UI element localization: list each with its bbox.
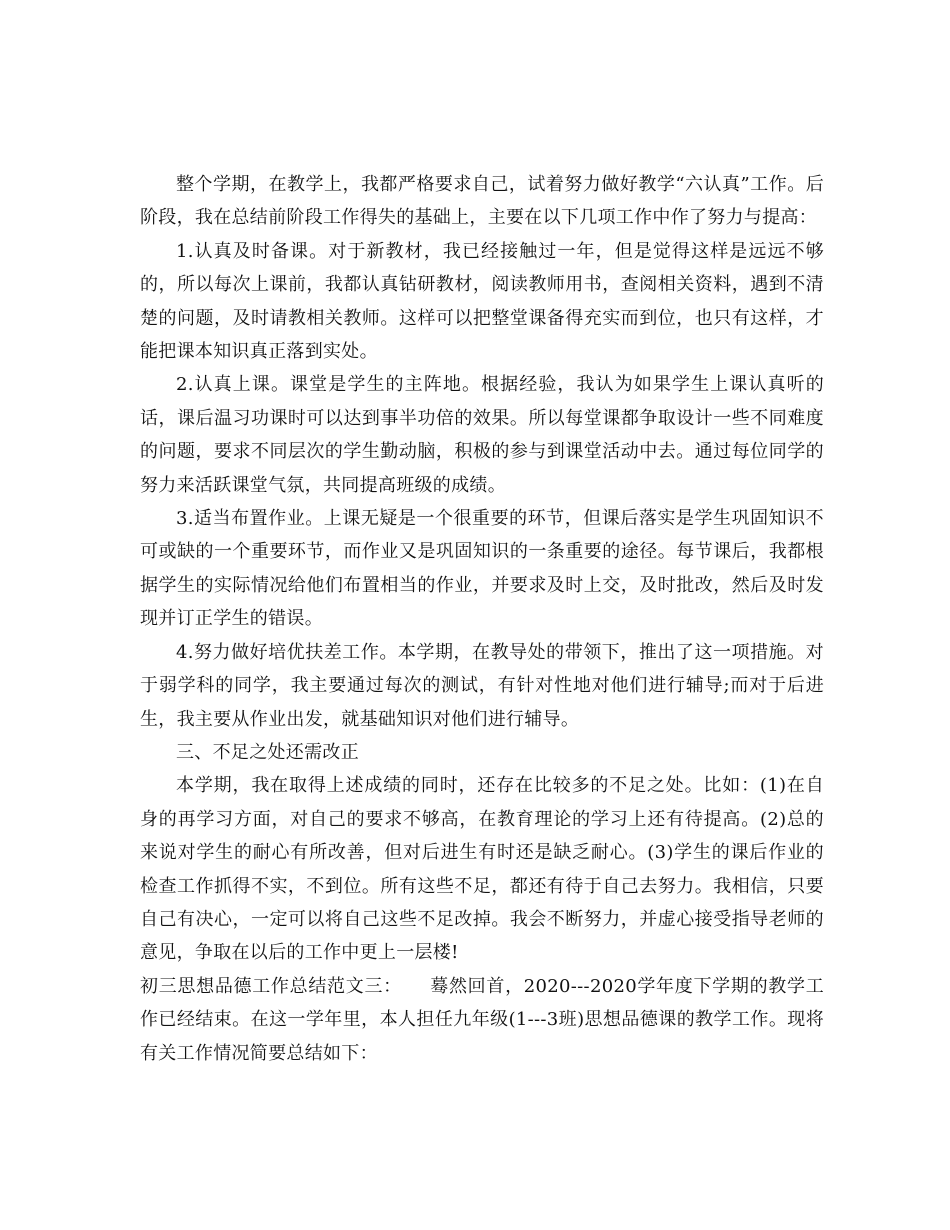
document-body xyxy=(140,168,824,1070)
paragraph-shortcomings: 本学期，我在取得上述成绩的同时，还存在比较多的不足之处。比如：(1)在自身的再学习方面，对自己的要求不够高，在教育理论的学习上还有待提高。(2)总的来说对学生的耐心有所改善，但对后进生有时还是缺乏耐心。(3)学生的课后作业的检查工作抓得不实，不到位。所有这些不足，都还有待于自己去努力。我相信，只要自己有决心，一定可以将自己这些不足改掉。我会不断努力，并虚心接受指导老师的意见，争取在以后的工作中更上一层楼! xyxy=(140,775,824,964)
paragraph-sample-three: 初三思想品德工作总结范文三： 蓦然回首，2020---2020学年度下学期的教学工作已经结束。在这一学年里，本人担任九年级(1---3班)思想品德课的教学工作。现将有关工作情况简要总结如下： xyxy=(140,975,824,1064)
paragraph-intro: 整个学期，在教学上，我都严格要求自己，试着努力做好教学“六认真”工作。后阶段，我在总结前阶段工作得失的基础上，主要在以下几项工作中作了努力与提高： xyxy=(140,174,824,229)
paragraph-item-4: 4.努力做好培优扶差工作。本学期，在教导处的带领下，推出了这一项措施。对于弱学科的同学，我主要通过每次的测试，有针对性地对他们进行辅导;而对于后进生，我主要从作业出发，就基础知识对他们进行辅导。 xyxy=(140,641,824,730)
section-heading-shortcomings: 三、不足之处还需改正 xyxy=(176,741,359,763)
paragraph-item-3: 3.适当布置作业。上课无疑是一个很重要的环节，但课后落实是学生巩固知识不可或缺的一个重要环节，而作业又是巩固知识的一条重要的途径。每节课后，我都根据学生的实际情况给他们布置相当的作业，并要求及时上交，及时批改，然后及时发现并订正学生的错误。 xyxy=(140,508,824,630)
paragraph-item-2: 2.认真上课。课堂是学生的主阵地。根据经验，我认为如果学生上课认真听的话，课后温习功课时可以达到事半功倍的效果。所以每堂课都争取设计一些不同难度的问题，要求不同层次的学生勤动脑，积极的参与到课堂活动中去。通过每位同学的努力来活跃课堂气氛，共同提高班级的成绩。 xyxy=(140,374,824,496)
paragraph-item-1: 1.认真及时备课。对于新教材，我已经接触过一年，但是觉得这样是远远不够的，所以每次上课前，我都认真钻研教材，阅读教师用书，查阅相关资料，遇到不清楚的问题，及时请教相关教师。这样可以把整堂课备得充实而到位，也只有这样，才能把课本知识真正落到实处。 xyxy=(140,240,824,363)
